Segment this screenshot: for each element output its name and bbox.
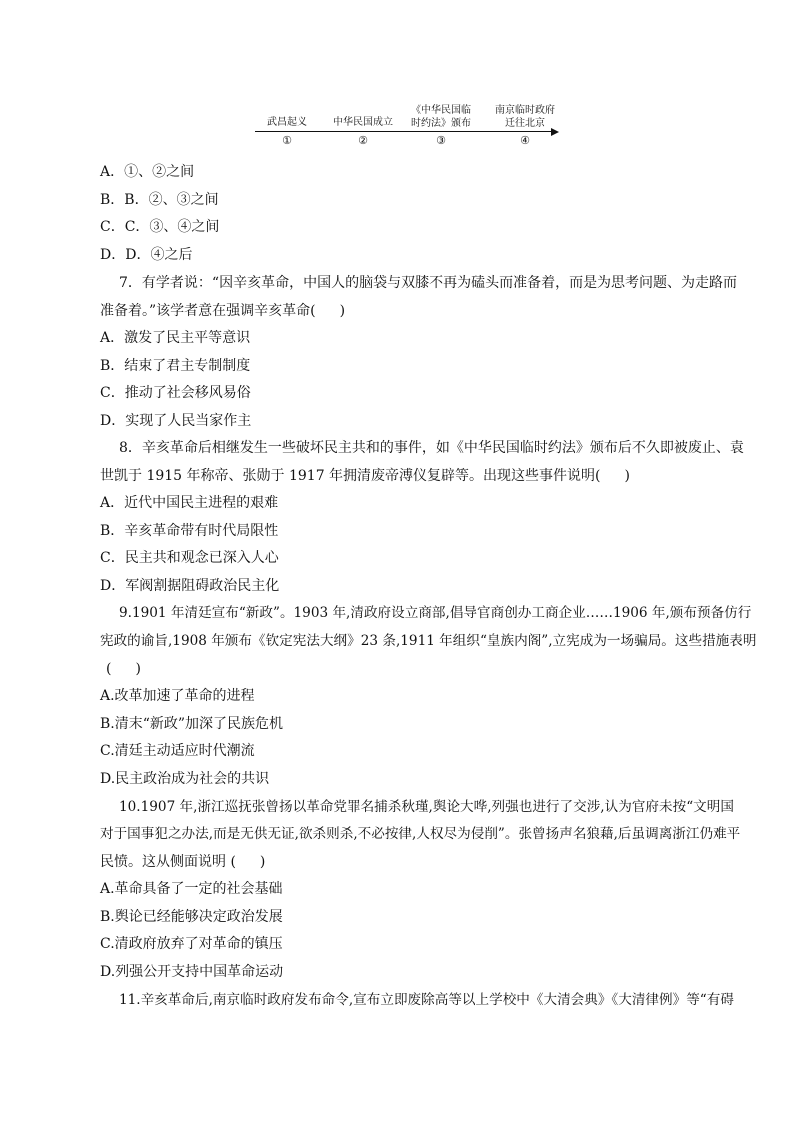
timeline-marker-2: ② [358, 134, 368, 147]
q6-option-d: D．D．④之后 [100, 247, 193, 263]
q7-option-d: D．实现了人民当家作主 [100, 413, 252, 429]
timeline-event-roc-founded [333, 116, 393, 129]
q6-option-c: C．C．③、④之间 [100, 219, 220, 235]
timeline-marker-1: ① [282, 134, 292, 147]
timeline-event-label: 迁往北京 [505, 118, 545, 129]
q9-stem-line2: 宪政的谕旨,1908 年颁布《钦定宪法大纲》23 条,1911 年组织“皇族内阁”,立宪成为一场骗局。这些措施表明 [100, 633, 757, 649]
q9-option-b: B.清末“新政”加深了民族危机 [100, 716, 284, 732]
q10-option-b: B.舆论已经能够决定政治发展 [100, 909, 283, 925]
timeline-event-label: 《中华民国临 [411, 105, 471, 116]
q8-stem-text: 世凯于 1915 年称帝、张勋于 1917 年拥清废帝溥仪复辟等。出现这些事件说明( [100, 468, 601, 484]
q8-option-a: A．近代中国民主进程的艰难 [100, 495, 279, 511]
q10-stem-text: 民愤。这从侧面说明 ( [100, 854, 236, 870]
q7-option-c: C．推动了社会移风易俗 [100, 385, 251, 401]
q7-stem-line1: 7．有学者说：“因辛亥革命，中国人的脑袋与双膝不再为磕头而准备着，而是为思考问题、为走路而 [119, 275, 738, 291]
q9-option-d: D.民主政治成为社会的共识 [100, 771, 270, 787]
q6-option-a: A．①、②之间 [100, 164, 195, 180]
timeline-figure [255, 100, 565, 152]
timeline-event-label: 南京临时政府 [495, 105, 555, 116]
timeline-event-label: 中华民国成立 [333, 117, 393, 128]
q9-option-c: C.清廷主动适应时代潮流 [100, 743, 255, 759]
timeline-event-provisional-constitution [411, 104, 471, 130]
q9-stem-line3 [106, 659, 141, 679]
q9-option-a: A.改革加速了革命的进程 [100, 688, 255, 704]
timeline-event-label: 武昌起义 [267, 117, 307, 128]
q7-option-b: B．结束了君主专制制度 [100, 358, 251, 374]
q8-option-b: B．辛亥革命带有时代局限性 [100, 523, 279, 539]
q7-option-a: A．激发了民主平等意识 [100, 330, 251, 346]
timeline-event-label: 时约法》颁布 [411, 118, 471, 129]
q8-stem-line1: 8．辛亥革命后相继发生一些破坏民主共和的事件，如《中华民国临时约法》颁布后不久即被废止、袁 [119, 440, 744, 456]
q9-stem-paren-close: ) [135, 661, 141, 677]
q9-stem-paren-open: ( [106, 661, 112, 677]
q7-stem-line2 [100, 301, 345, 321]
q8-option-d: D．军阀割据阻碍政治民主化 [100, 578, 280, 594]
q10-stem-paren: ) [259, 854, 266, 870]
timeline-event-move-to-beijing [495, 104, 555, 130]
q6-option-b: B．B．②、③之间 [100, 192, 219, 208]
q7-stem-paren: ) [339, 303, 346, 319]
q7-stem-text: 准备着。”该学者意在强调辛亥革命( [100, 303, 316, 319]
q10-option-d: D.列强公开支持中国革命运动 [100, 964, 284, 980]
q10-stem-line1: 10.1907 年,浙江巡抚张曾扬以革命党罪名捕杀秋瑾,舆论大哗,列强也进行了交涉,认为官府未按“文明国 [119, 799, 734, 815]
q10-option-c: C.清政府放弃了对革命的镇压 [100, 936, 283, 952]
q8-option-c: C．民主共和观念已深入人心 [100, 550, 279, 566]
timeline-event-wuchang [267, 116, 307, 129]
timeline-marker-4: ④ [520, 134, 530, 147]
timeline-axis [255, 131, 555, 132]
q10-stem-line3 [100, 852, 265, 872]
q8-stem-line2 [100, 466, 630, 486]
q10-stem-line2: 对于国事犯之办法,而是无供无证,欲杀则杀,不必按律,人权尽为侵削”。张曾扬声名狼藉,后虽调离浙江仍难平 [100, 826, 741, 842]
q10-option-a: A.革命具备了一定的社会基础 [100, 881, 283, 897]
q9-stem-line1: 9.1901 年清廷宣布“新政”。1903 年,清政府设立商部,倡导官商创办工商企业……1906 年,颁布预备仿行 [119, 605, 752, 621]
q8-stem-paren: ) [624, 468, 630, 484]
q11-stem-line1: 11.辛亥革命后,南京临时政府发布命令,宣布立即废除高等以上学校中《大清会典》《大清律例》等“有碍 [119, 992, 734, 1008]
timeline-marker-3: ③ [436, 134, 446, 147]
